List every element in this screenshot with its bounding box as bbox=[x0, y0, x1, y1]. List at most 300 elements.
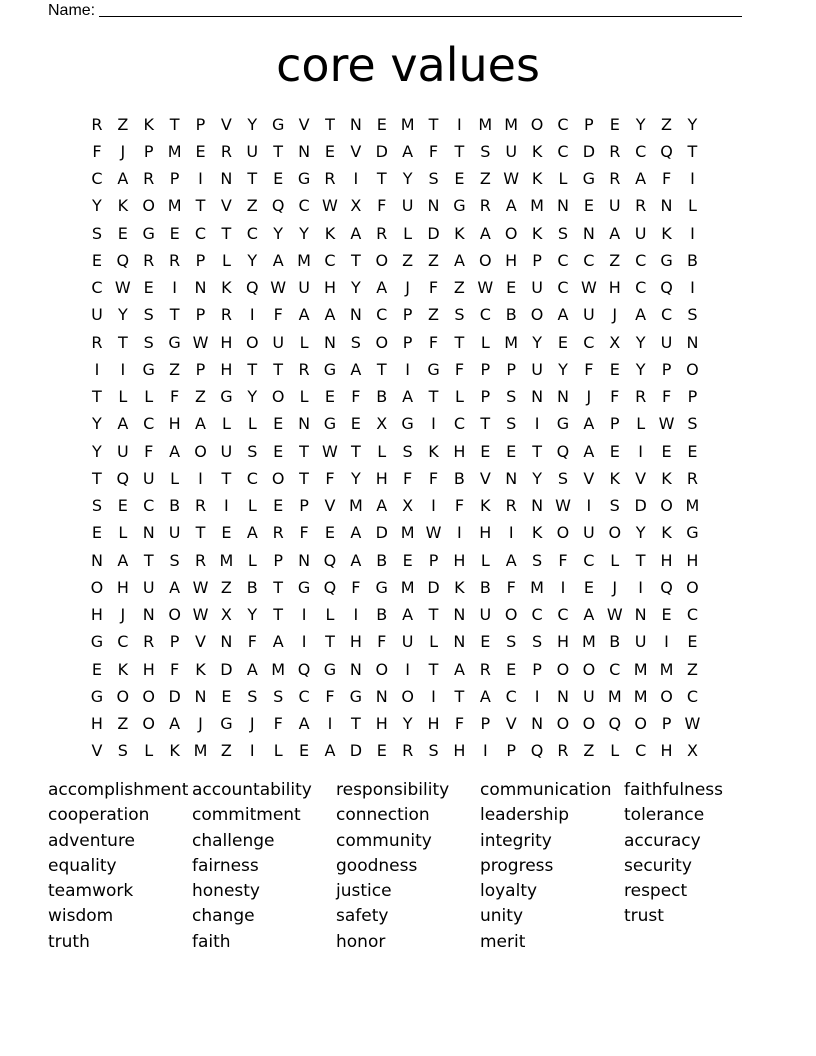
grid-letter[interactable]: S bbox=[350, 332, 361, 352]
grid-letter[interactable]: K bbox=[531, 141, 543, 161]
grid-letter[interactable]: A bbox=[246, 523, 258, 543]
grid-letter[interactable]: U bbox=[401, 632, 414, 652]
grid-letter[interactable]: F bbox=[506, 577, 516, 597]
grid-letter[interactable]: C bbox=[324, 250, 336, 270]
grid-letter[interactable]: Z bbox=[117, 714, 129, 734]
grid-letter[interactable]: T bbox=[454, 332, 465, 352]
grid-letter[interactable]: N bbox=[142, 523, 155, 543]
grid-letter[interactable]: E bbox=[221, 523, 232, 543]
grid-letter[interactable]: N bbox=[349, 114, 362, 134]
grid-letter[interactable]: A bbox=[402, 141, 414, 161]
grid-letter[interactable]: Z bbox=[220, 741, 232, 761]
grid-letter[interactable]: K bbox=[661, 223, 672, 243]
grid-letter[interactable]: R bbox=[220, 305, 232, 325]
grid-letter[interactable]: R bbox=[635, 196, 647, 216]
grid-letter[interactable]: I bbox=[638, 577, 643, 597]
grid-letter[interactable]: I bbox=[405, 659, 410, 679]
grid-letter[interactable]: M bbox=[685, 496, 700, 516]
grid-letter[interactable]: Y bbox=[247, 387, 258, 407]
grid-letter[interactable]: T bbox=[273, 605, 284, 625]
grid-letter[interactable]: H bbox=[375, 714, 388, 734]
grid-letter[interactable]: T bbox=[350, 714, 361, 734]
grid-letter[interactable]: A bbox=[350, 223, 362, 243]
grid-letter[interactable]: C bbox=[479, 305, 491, 325]
grid-letter[interactable]: Y bbox=[247, 605, 258, 625]
grid-letter[interactable]: K bbox=[609, 468, 620, 488]
grid-letter[interactable]: Z bbox=[195, 387, 206, 407]
grid-letter[interactable]: L bbox=[610, 550, 620, 570]
grid-letter[interactable]: T bbox=[169, 114, 180, 134]
grid-letter[interactable]: S bbox=[557, 223, 569, 243]
grid-letter[interactable]: A bbox=[246, 659, 258, 679]
grid-letter[interactable]: E bbox=[687, 632, 698, 652]
grid-letter[interactable]: W bbox=[580, 278, 597, 298]
grid-letter[interactable]: O bbox=[556, 659, 570, 679]
grid-letter[interactable]: E bbox=[609, 441, 620, 461]
grid-letter[interactable]: C bbox=[117, 632, 129, 652]
grid-letter[interactable]: Z bbox=[428, 305, 439, 325]
grid-letter[interactable]: O bbox=[504, 223, 518, 243]
grid-letter[interactable]: C bbox=[583, 250, 595, 270]
grid-letter[interactable]: P bbox=[273, 550, 283, 570]
grid-letter[interactable]: U bbox=[583, 686, 595, 706]
grid-letter[interactable]: H bbox=[323, 278, 336, 298]
grid-letter[interactable]: R bbox=[557, 741, 569, 761]
grid-letter[interactable]: C bbox=[635, 741, 647, 761]
grid-letter[interactable]: A bbox=[169, 714, 181, 734]
grid-letter[interactable]: G bbox=[660, 250, 673, 270]
grid-letter[interactable]: E bbox=[687, 441, 698, 461]
grid-letter[interactable]: N bbox=[298, 414, 311, 434]
grid-letter[interactable]: B bbox=[609, 632, 621, 652]
grid-letter[interactable]: L bbox=[299, 387, 309, 407]
grid-letter[interactable]: E bbox=[661, 441, 672, 461]
grid-letter[interactable]: V bbox=[583, 468, 595, 488]
grid-letter[interactable]: C bbox=[531, 605, 543, 625]
grid-letter[interactable]: C bbox=[557, 141, 569, 161]
grid-letter[interactable]: I bbox=[482, 741, 488, 761]
grid-letter[interactable]: A bbox=[609, 223, 621, 243]
grid-letter[interactable]: A bbox=[402, 605, 414, 625]
grid-letter[interactable]: N bbox=[142, 605, 155, 625]
grid-letter[interactable]: L bbox=[247, 496, 257, 516]
grid-letter[interactable]: I bbox=[431, 414, 436, 434]
grid-letter[interactable]: P bbox=[661, 714, 672, 734]
grid-letter[interactable]: E bbox=[91, 250, 102, 270]
grid-letter[interactable]: O bbox=[530, 305, 544, 325]
grid-letter[interactable]: U bbox=[220, 441, 233, 461]
grid-letter[interactable]: O bbox=[582, 659, 596, 679]
grid-letter[interactable]: Y bbox=[402, 714, 413, 734]
grid-letter[interactable]: S bbox=[506, 632, 517, 652]
grid-letter[interactable]: U bbox=[660, 332, 673, 352]
grid-letter[interactable]: E bbox=[143, 278, 154, 298]
grid-letter[interactable]: O bbox=[660, 686, 673, 706]
grid-letter[interactable]: N bbox=[531, 496, 544, 516]
grid-letter[interactable]: R bbox=[324, 169, 336, 189]
grid-letter[interactable]: V bbox=[635, 468, 647, 488]
grid-letter[interactable]: L bbox=[247, 414, 257, 434]
grid-letter[interactable]: L bbox=[144, 741, 154, 761]
grid-letter[interactable]: E bbox=[324, 141, 336, 161]
grid-letter[interactable]: U bbox=[531, 278, 543, 298]
grid-letter[interactable]: G bbox=[323, 359, 337, 379]
grid-letter[interactable]: E bbox=[221, 686, 232, 706]
grid-letter[interactable]: L bbox=[273, 741, 283, 761]
grid-letter[interactable]: K bbox=[324, 223, 336, 243]
grid-letter[interactable]: O bbox=[479, 250, 492, 270]
grid-letter[interactable]: P bbox=[169, 169, 180, 189]
grid-letter[interactable]: F bbox=[170, 659, 180, 679]
grid-letter[interactable]: J bbox=[249, 714, 255, 734]
grid-letter[interactable]: Q bbox=[556, 441, 570, 461]
grid-letter[interactable]: Y bbox=[92, 196, 102, 216]
grid-letter[interactable]: M bbox=[581, 632, 596, 652]
grid-letter[interactable]: N bbox=[556, 387, 569, 407]
grid-letter[interactable]: I bbox=[690, 278, 695, 298]
grid-letter[interactable]: A bbox=[117, 550, 129, 570]
grid-letter[interactable]: V bbox=[479, 468, 491, 488]
grid-letter[interactable]: C bbox=[246, 223, 258, 243]
grid-letter[interactable]: I bbox=[198, 468, 203, 488]
grid-letter[interactable]: E bbox=[273, 414, 284, 434]
grid-letter[interactable]: A bbox=[169, 441, 181, 461]
grid-letter[interactable]: A bbox=[350, 523, 362, 543]
grid-letter[interactable]: R bbox=[169, 250, 181, 270]
grid-letter[interactable]: P bbox=[687, 387, 698, 407]
grid-letter[interactable]: Q bbox=[660, 141, 673, 161]
grid-letter[interactable]: E bbox=[324, 523, 336, 543]
grid-letter[interactable]: N bbox=[375, 686, 388, 706]
grid-letter[interactable]: T bbox=[299, 468, 309, 488]
grid-letter[interactable]: E bbox=[91, 523, 102, 543]
grid-letter[interactable]: T bbox=[454, 141, 465, 161]
grid-letter[interactable]: I bbox=[664, 632, 669, 652]
grid-letter[interactable]: W bbox=[555, 496, 571, 516]
grid-letter[interactable]: N bbox=[660, 196, 673, 216]
grid-letter[interactable]: D bbox=[375, 141, 388, 161]
grid-letter[interactable]: M bbox=[659, 659, 674, 679]
grid-letter[interactable]: D bbox=[220, 659, 233, 679]
grid-letter[interactable]: U bbox=[142, 468, 155, 488]
grid-letter[interactable]: T bbox=[195, 523, 206, 543]
grid-letter[interactable]: H bbox=[479, 523, 492, 543]
grid-letter[interactable]: K bbox=[143, 114, 154, 134]
grid-letter[interactable]: A bbox=[324, 741, 336, 761]
grid-letter[interactable]: R bbox=[220, 141, 232, 161]
grid-letter[interactable]: R bbox=[505, 496, 517, 516]
grid-letter[interactable]: I bbox=[249, 741, 255, 761]
grid-letter[interactable]: U bbox=[116, 441, 129, 461]
grid-letter[interactable]: A bbox=[195, 414, 206, 434]
grid-letter[interactable]: F bbox=[273, 714, 283, 734]
grid-letter[interactable]: F bbox=[325, 468, 335, 488]
grid-letter[interactable]: N bbox=[582, 223, 595, 243]
grid-letter[interactable]: W bbox=[658, 414, 675, 434]
grid-letter[interactable]: H bbox=[505, 250, 518, 270]
grid-letter[interactable]: C bbox=[194, 223, 207, 243]
grid-letter[interactable]: L bbox=[610, 741, 620, 761]
grid-letter[interactable]: U bbox=[634, 223, 647, 243]
grid-letter[interactable]: Y bbox=[92, 441, 102, 461]
grid-letter[interactable]: I bbox=[638, 441, 643, 461]
grid-letter[interactable]: N bbox=[298, 550, 311, 570]
grid-letter[interactable]: F bbox=[454, 496, 465, 516]
grid-letter[interactable]: Y bbox=[532, 468, 542, 488]
grid-letter[interactable]: G bbox=[168, 332, 181, 352]
grid-letter[interactable]: S bbox=[428, 169, 439, 189]
grid-letter[interactable]: B bbox=[505, 305, 517, 325]
grid-letter[interactable]: A bbox=[583, 414, 595, 434]
grid-letter[interactable]: S bbox=[247, 441, 258, 461]
grid-letter[interactable]: T bbox=[428, 114, 439, 134]
grid-letter[interactable]: J bbox=[120, 605, 126, 625]
grid-letter[interactable]: R bbox=[402, 741, 414, 761]
grid-letter[interactable]: E bbox=[480, 632, 491, 652]
grid-letter[interactable]: Y bbox=[532, 332, 542, 352]
grid-letter[interactable]: I bbox=[94, 359, 100, 379]
grid-letter[interactable]: B bbox=[376, 550, 388, 570]
grid-letter[interactable]: P bbox=[195, 359, 206, 379]
grid-letter[interactable]: W bbox=[114, 278, 131, 298]
grid-letter[interactable]: K bbox=[454, 223, 465, 243]
grid-letter[interactable]: T bbox=[454, 686, 465, 706]
grid-letter[interactable]: Q bbox=[116, 250, 130, 270]
grid-letter[interactable]: O bbox=[142, 196, 156, 216]
grid-letter[interactable]: T bbox=[169, 305, 180, 325]
grid-letter[interactable]: G bbox=[375, 577, 388, 597]
grid-letter[interactable]: T bbox=[273, 359, 284, 379]
grid-letter[interactable]: Y bbox=[635, 359, 646, 379]
grid-letter[interactable]: N bbox=[531, 387, 544, 407]
grid-letter[interactable]: R bbox=[143, 632, 155, 652]
grid-letter[interactable]: F bbox=[377, 632, 387, 652]
grid-letter[interactable]: Z bbox=[583, 741, 595, 761]
grid-letter[interactable]: A bbox=[298, 305, 310, 325]
grid-letter[interactable]: V bbox=[195, 632, 206, 652]
grid-letter[interactable]: U bbox=[583, 305, 595, 325]
grid-letter[interactable]: I bbox=[327, 714, 333, 734]
grid-letter[interactable]: N bbox=[556, 196, 569, 216]
grid-letter[interactable]: O bbox=[245, 332, 259, 352]
grid-letter[interactable]: N bbox=[220, 169, 233, 189]
grid-letter[interactable]: O bbox=[375, 659, 389, 679]
grid-letter[interactable]: I bbox=[534, 686, 540, 706]
grid-letter[interactable]: F bbox=[325, 686, 335, 706]
grid-letter[interactable]: Z bbox=[686, 659, 698, 679]
grid-letter[interactable]: F bbox=[170, 387, 180, 407]
grid-letter[interactable]: R bbox=[479, 196, 491, 216]
grid-letter[interactable]: E bbox=[480, 441, 491, 461]
grid-letter[interactable]: F bbox=[428, 332, 439, 352]
grid-letter[interactable]: L bbox=[377, 441, 387, 461]
grid-letter[interactable]: N bbox=[505, 468, 518, 488]
grid-letter[interactable]: H bbox=[116, 577, 129, 597]
grid-letter[interactable]: N bbox=[427, 196, 440, 216]
grid-letter[interactable]: P bbox=[532, 659, 542, 679]
grid-letter[interactable]: E bbox=[506, 278, 517, 298]
grid-letter[interactable]: U bbox=[608, 196, 621, 216]
grid-letter[interactable]: F bbox=[428, 141, 439, 161]
grid-letter[interactable]: Y bbox=[92, 414, 102, 434]
grid-letter[interactable]: M bbox=[478, 114, 493, 134]
grid-letter[interactable]: E bbox=[583, 196, 594, 216]
grid-letter[interactable]: I bbox=[457, 523, 462, 543]
grid-letter[interactable]: C bbox=[453, 414, 465, 434]
grid-letter[interactable]: E bbox=[557, 332, 569, 352]
grid-letter[interactable]: L bbox=[221, 414, 231, 434]
grid-letter[interactable]: G bbox=[220, 387, 233, 407]
grid-letter[interactable]: Q bbox=[245, 278, 259, 298]
grid-letter[interactable]: A bbox=[376, 278, 388, 298]
grid-letter[interactable]: C bbox=[557, 114, 569, 134]
grid-letter[interactable]: M bbox=[167, 141, 182, 161]
grid-letter[interactable]: N bbox=[349, 305, 362, 325]
grid-letter[interactable]: G bbox=[686, 523, 699, 543]
grid-letter[interactable]: W bbox=[322, 196, 338, 216]
grid-letter[interactable]: E bbox=[273, 441, 284, 461]
grid-letter[interactable]: S bbox=[143, 305, 154, 325]
grid-letter[interactable]: H bbox=[660, 550, 673, 570]
grid-letter[interactable]: R bbox=[143, 250, 155, 270]
grid-letter[interactable]: S bbox=[557, 468, 569, 488]
grid-letter[interactable]: C bbox=[91, 278, 103, 298]
grid-letter[interactable]: C bbox=[298, 686, 310, 706]
grid-letter[interactable]: T bbox=[325, 114, 335, 134]
grid-letter[interactable]: A bbox=[583, 605, 595, 625]
grid-letter[interactable]: A bbox=[117, 414, 129, 434]
grid-letter[interactable]: T bbox=[247, 359, 258, 379]
grid-letter[interactable]: B bbox=[169, 496, 181, 516]
grid-letter[interactable]: M bbox=[530, 577, 544, 597]
grid-letter[interactable]: G bbox=[427, 359, 440, 379]
grid-letter[interactable]: G bbox=[349, 686, 363, 706]
grid-letter[interactable]: D bbox=[427, 223, 440, 243]
grid-letter[interactable]: T bbox=[273, 141, 284, 161]
grid-letter[interactable]: P bbox=[506, 359, 517, 379]
grid-letter[interactable]: F bbox=[273, 305, 283, 325]
grid-letter[interactable]: A bbox=[479, 223, 491, 243]
grid-letter[interactable]: S bbox=[506, 414, 517, 434]
grid-letter[interactable]: E bbox=[661, 605, 672, 625]
grid-letter[interactable]: W bbox=[606, 605, 623, 625]
grid-letter[interactable]: X bbox=[609, 332, 621, 352]
grid-letter[interactable]: Y bbox=[687, 114, 698, 134]
grid-letter[interactable]: K bbox=[428, 441, 439, 461]
grid-letter[interactable]: F bbox=[428, 278, 439, 298]
grid-letter[interactable]: T bbox=[635, 550, 646, 570]
grid-letter[interactable]: Z bbox=[428, 250, 439, 270]
grid-letter[interactable]: R bbox=[479, 659, 491, 679]
grid-letter[interactable]: T bbox=[221, 468, 232, 488]
grid-letter[interactable]: N bbox=[90, 550, 103, 570]
grid-letter[interactable]: F bbox=[403, 468, 413, 488]
grid-letter[interactable]: P bbox=[195, 250, 206, 270]
grid-letter[interactable]: F bbox=[247, 632, 257, 652]
grid-letter[interactable]: M bbox=[400, 114, 415, 134]
grid-letter[interactable]: Y bbox=[299, 223, 309, 243]
grid-letter[interactable]: G bbox=[323, 659, 337, 679]
grid-letter[interactable]: A bbox=[298, 714, 310, 734]
grid-letter[interactable]: L bbox=[636, 414, 646, 434]
grid-letter[interactable]: I bbox=[457, 114, 462, 134]
grid-letter[interactable]: Y bbox=[350, 468, 361, 488]
grid-letter[interactable]: I bbox=[405, 359, 410, 379]
grid-letter[interactable]: Y bbox=[635, 332, 646, 352]
grid-letter[interactable]: A bbox=[505, 196, 517, 216]
grid-letter[interactable]: Q bbox=[608, 714, 622, 734]
grid-letter[interactable]: E bbox=[117, 223, 128, 243]
grid-letter[interactable]: J bbox=[405, 278, 410, 298]
grid-letter[interactable]: F bbox=[454, 714, 465, 734]
grid-letter[interactable]: Y bbox=[247, 114, 258, 134]
grid-letter[interactable]: V bbox=[324, 496, 336, 516]
grid-letter[interactable]: C bbox=[686, 605, 699, 625]
grid-letter[interactable]: K bbox=[195, 659, 206, 679]
grid-letter[interactable]: I bbox=[353, 169, 359, 189]
grid-letter[interactable]: E bbox=[376, 741, 387, 761]
grid-letter[interactable]: E bbox=[402, 550, 413, 570]
grid-letter[interactable]: C bbox=[635, 250, 647, 270]
grid-letter[interactable]: E bbox=[609, 359, 620, 379]
grid-letter[interactable]: T bbox=[376, 359, 387, 379]
grid-letter[interactable]: L bbox=[454, 387, 464, 407]
grid-letter[interactable]: G bbox=[556, 414, 570, 434]
grid-letter[interactable]: H bbox=[220, 359, 233, 379]
grid-letter[interactable]: Q bbox=[660, 577, 673, 597]
grid-letter[interactable]: N bbox=[686, 332, 699, 352]
grid-letter[interactable]: C bbox=[376, 305, 388, 325]
grid-letter[interactable]: A bbox=[557, 305, 569, 325]
grid-letter[interactable]: Y bbox=[635, 523, 646, 543]
grid-letter[interactable]: H bbox=[90, 605, 103, 625]
grid-letter[interactable]: V bbox=[220, 196, 232, 216]
grid-letter[interactable]: F bbox=[558, 550, 568, 570]
grid-letter[interactable]: O bbox=[401, 686, 414, 706]
grid-letter[interactable]: T bbox=[687, 141, 698, 161]
grid-letter[interactable]: W bbox=[192, 332, 209, 352]
grid-letter[interactable]: B bbox=[376, 387, 388, 407]
grid-letter[interactable]: X bbox=[220, 605, 232, 625]
grid-letter[interactable]: G bbox=[220, 714, 233, 734]
grid-letter[interactable]: U bbox=[583, 523, 595, 543]
grid-letter[interactable]: L bbox=[118, 387, 128, 407]
grid-letter[interactable]: M bbox=[633, 659, 648, 679]
grid-letter[interactable]: R bbox=[686, 468, 698, 488]
grid-letter[interactable]: H bbox=[686, 550, 699, 570]
grid-letter[interactable]: J bbox=[198, 714, 203, 734]
grid-letter[interactable]: Q bbox=[323, 577, 337, 597]
grid-letter[interactable]: X bbox=[402, 496, 414, 516]
grid-letter[interactable]: N bbox=[194, 686, 207, 706]
grid-letter[interactable]: H bbox=[453, 550, 466, 570]
grid-letter[interactable]: R bbox=[609, 141, 621, 161]
grid-letter[interactable]: O bbox=[686, 359, 699, 379]
grid-letter[interactable]: B bbox=[376, 605, 388, 625]
grid-letter[interactable]: T bbox=[428, 387, 439, 407]
grid-letter[interactable]: E bbox=[583, 577, 594, 597]
grid-letter[interactable]: L bbox=[480, 332, 490, 352]
grid-letter[interactable]: T bbox=[92, 387, 102, 407]
grid-letter[interactable]: C bbox=[635, 141, 647, 161]
grid-letter[interactable]: W bbox=[322, 441, 338, 461]
grid-letter[interactable]: F bbox=[661, 387, 672, 407]
grid-letter[interactable]: P bbox=[506, 741, 517, 761]
grid-letter[interactable]: G bbox=[401, 414, 414, 434]
grid-letter[interactable]: L bbox=[558, 169, 568, 189]
grid-letter[interactable]: S bbox=[273, 686, 284, 706]
grid-letter[interactable]: E bbox=[91, 659, 102, 679]
